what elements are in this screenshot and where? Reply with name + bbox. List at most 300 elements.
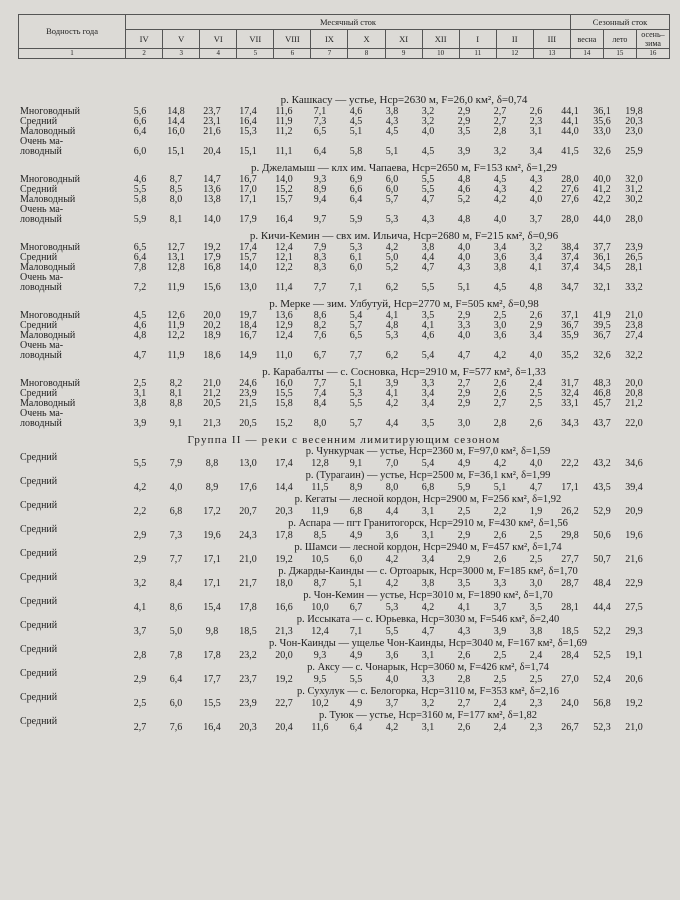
- cell-value: 19,2: [203, 242, 221, 253]
- cell-value: 8,3: [313, 252, 327, 263]
- cell-value: 4,9: [457, 458, 471, 469]
- cell-value: 20,6: [625, 674, 643, 685]
- cell-value: 11,6: [311, 722, 329, 733]
- cell-value: 6,0: [133, 146, 147, 157]
- row-label: Многоводный: [20, 175, 80, 185]
- cell-value: 8,9: [313, 184, 327, 195]
- cell-value: 3,8: [421, 242, 435, 253]
- season-header: осень– зима: [636, 30, 669, 49]
- cell-value: 8,9: [349, 482, 363, 493]
- cell-value: 4,2: [493, 458, 507, 469]
- cell-value: 43,2: [593, 458, 611, 469]
- cell-value: 9,8: [205, 626, 219, 637]
- cell-value: 17,8: [275, 530, 293, 541]
- cell-value: 17,6: [239, 482, 257, 493]
- cell-value: 10,5: [311, 554, 329, 565]
- cell-value: 2,9: [457, 388, 471, 399]
- cell-value: 5,4: [349, 310, 363, 321]
- cell-value: 11,9: [275, 116, 293, 127]
- cell-value: 4,6: [133, 174, 147, 185]
- table-row: [18, 341, 670, 361]
- cell-value: 9,4: [313, 194, 327, 205]
- cell-value: 2,9: [457, 554, 471, 565]
- cell-value: 17,1: [203, 554, 221, 565]
- cell-value: 2,5: [493, 310, 507, 321]
- cell-value: 2,9: [133, 554, 147, 565]
- cell-value: 2,8: [457, 674, 471, 685]
- cell-value: 34,5: [593, 262, 611, 273]
- table-row: [18, 616, 670, 640]
- cell-value: 18,5: [239, 626, 257, 637]
- cell-value: 4,8: [457, 174, 471, 185]
- row-label: Средний: [20, 692, 58, 703]
- cell-value: 17,9: [203, 252, 221, 263]
- cell-value: 4,1: [457, 602, 471, 613]
- cell-value: 36,1: [593, 106, 611, 117]
- row-label: Средний: [20, 524, 58, 535]
- cell-value: 3,1: [133, 388, 147, 399]
- cell-value: 23,2: [239, 650, 257, 661]
- cell-value: 3,0: [457, 418, 471, 429]
- cell-value: 4,1: [385, 310, 399, 321]
- river-title: р. Чункурчак — устье, Hср=2360 м, F=97,0 км², δ=1,59: [305, 446, 551, 457]
- month-header: VIII: [274, 30, 311, 49]
- cell-value: 31,2: [625, 184, 643, 195]
- cell-value: 4,4: [385, 506, 399, 517]
- cell-value: 2,4: [529, 378, 543, 389]
- col-number: 12: [496, 49, 533, 59]
- row-label: Маловодный: [20, 195, 76, 205]
- cell-value: 3,6: [493, 252, 507, 263]
- cell-value: 52,5: [593, 650, 611, 661]
- cell-value: 4,6: [421, 330, 435, 341]
- cell-value: 4,0: [421, 126, 435, 137]
- cell-value: 17,2: [203, 506, 221, 517]
- cell-value: 6,4: [349, 722, 363, 733]
- cell-value: 5,4: [421, 458, 435, 469]
- cell-value: 4,6: [349, 106, 363, 117]
- month-header: IV: [126, 30, 163, 49]
- river-title: р. Аксу — с. Чонарык, Hср=3060 м, F=426 км², δ=1,74: [307, 662, 549, 673]
- cell-value: 3,8: [493, 262, 507, 273]
- cell-value: 14,4: [167, 116, 185, 127]
- cell-value: 3,0: [529, 578, 543, 589]
- cell-value: 4,4: [385, 418, 399, 429]
- cell-value: 2,5: [529, 398, 543, 409]
- cell-value: 50,7: [593, 554, 611, 565]
- col-seasonal: Сезонный сток: [570, 15, 669, 30]
- cell-value: 17,1: [239, 194, 257, 205]
- cell-value: 3,5: [529, 602, 543, 613]
- cell-value: 4,8: [457, 214, 471, 225]
- cell-value: 5,6: [133, 106, 147, 117]
- row-label: Средний: [20, 644, 58, 655]
- cell-value: 27,0: [561, 674, 579, 685]
- cell-value: 52,2: [593, 626, 611, 637]
- cell-value: 4,7: [421, 626, 435, 637]
- cell-value: 20,3: [625, 116, 643, 127]
- cell-value: 3,4: [421, 554, 435, 565]
- cell-value: 4,3: [421, 214, 435, 225]
- cell-value: 5,2: [385, 262, 399, 273]
- cell-value: 45,7: [593, 398, 611, 409]
- table-row: [18, 399, 670, 409]
- cell-value: 15,4: [203, 602, 221, 613]
- cell-value: 20,5: [203, 398, 221, 409]
- row-label: Многоводный: [20, 379, 80, 389]
- cell-value: 6,2: [385, 282, 399, 293]
- cell-value: 4,0: [529, 194, 543, 205]
- cell-value: 5,1: [349, 578, 363, 589]
- month-header: X: [348, 30, 385, 49]
- cell-value: 3,7: [493, 602, 507, 613]
- cell-value: 5,5: [421, 184, 435, 195]
- cell-value: 11,5: [311, 482, 329, 493]
- cell-value: 31,7: [561, 378, 579, 389]
- cell-value: 19,6: [625, 530, 643, 541]
- cell-value: 17,4: [239, 242, 257, 253]
- cell-value: 3,9: [457, 146, 471, 157]
- col-number: 5: [237, 49, 274, 59]
- cell-value: 3,2: [133, 578, 147, 589]
- cell-value: 16,7: [239, 174, 257, 185]
- cell-value: 6,8: [169, 506, 183, 517]
- cell-value: 12,4: [275, 330, 293, 341]
- cell-value: 6,0: [169, 698, 183, 709]
- cell-value: 12,2: [275, 262, 293, 273]
- cell-value: 12,6: [167, 310, 185, 321]
- cell-value: 14,7: [203, 174, 221, 185]
- month-header: XII: [422, 30, 459, 49]
- river-title: р. Кашкасу — устье, Hср=2630 м, F=26,0 км², δ=0,74: [280, 94, 528, 106]
- col-number: 3: [163, 49, 200, 59]
- month-header: IX: [311, 30, 348, 49]
- river-title: р. Кичи-Кемин — свх им. Ильича, Hср=2680 м, F=215 км², δ=0,96: [249, 230, 559, 242]
- cell-value: 3,4: [421, 388, 435, 399]
- cell-value: 4,2: [421, 602, 435, 613]
- cell-value: 2,3: [529, 722, 543, 733]
- cell-value: 37,1: [561, 310, 579, 321]
- cell-value: 15,2: [275, 418, 293, 429]
- river-title: р. Джеламыш — клх им. Чапаева, Hср=2650 м, F=153 км², δ=1,29: [251, 162, 557, 174]
- river-title: р. Мерке — зим. Улбутуй, Hср=2770 м, F=505 км², δ=0,98: [269, 298, 539, 310]
- cell-value: 10,0: [311, 602, 329, 613]
- cell-value: 2,4: [493, 722, 507, 733]
- cell-value: 2,5: [133, 378, 147, 389]
- cell-value: 4,2: [493, 194, 507, 205]
- row-label: Маловодный: [20, 263, 76, 273]
- cell-value: 41,2: [593, 184, 611, 195]
- table-row: [18, 263, 670, 273]
- cell-value: 5,3: [385, 330, 399, 341]
- cell-value: 7,9: [169, 458, 183, 469]
- cell-value: 15,6: [203, 282, 221, 293]
- cell-value: 2,3: [529, 698, 543, 709]
- cell-value: 3,1: [421, 530, 435, 541]
- cell-value: 3,1: [421, 722, 435, 733]
- cell-value: 32,6: [593, 350, 611, 361]
- cell-value: 46,8: [593, 388, 611, 399]
- cell-value: 5,9: [349, 214, 363, 225]
- cell-value: 5,7: [349, 320, 363, 331]
- cell-value: 2,9: [457, 116, 471, 127]
- cell-value: 36,7: [561, 320, 579, 331]
- cell-value: 23,9: [625, 242, 643, 253]
- river-title: р. Чон-Кемин — устье, Hср=3010 м, F=1890 км², δ=1,70: [303, 590, 553, 601]
- table-row: [18, 712, 670, 736]
- row-label: Средний: [20, 716, 58, 727]
- cell-value: 14,0: [239, 262, 257, 273]
- cell-value: 56,8: [593, 698, 611, 709]
- cell-value: 3,5: [457, 126, 471, 137]
- cell-value: 6,4: [313, 146, 327, 157]
- table-row: [18, 273, 670, 293]
- row-label: Средний: [20, 476, 58, 487]
- cell-value: 2,3: [529, 116, 543, 127]
- cell-value: 5,0: [169, 626, 183, 637]
- cell-value: 5,1: [385, 146, 399, 157]
- cell-value: 10,2: [311, 698, 329, 709]
- cell-value: 4,0: [457, 242, 471, 253]
- cell-value: 12,2: [167, 330, 185, 341]
- cell-value: 34,3: [561, 418, 579, 429]
- cell-value: 15,5: [203, 698, 221, 709]
- cell-value: 7,7: [313, 282, 327, 293]
- cell-value: 6,7: [313, 350, 327, 361]
- table-row: [18, 195, 670, 205]
- cell-value: 7,9: [313, 242, 327, 253]
- cell-value: 2,6: [457, 650, 471, 661]
- cell-value: 6,0: [349, 262, 363, 273]
- cell-value: 32,0: [625, 174, 643, 185]
- cell-value: 25,9: [625, 146, 643, 157]
- cell-value: 8,6: [313, 310, 327, 321]
- cell-value: 8,5: [169, 184, 183, 195]
- cell-value: 4,0: [529, 458, 543, 469]
- river-title: р. Карабалты — с. Сосновка, Hср=2910 м, F=577 км², δ=1,33: [262, 366, 546, 378]
- cell-value: 6,5: [133, 242, 147, 253]
- cell-value: 5,4: [421, 350, 435, 361]
- cell-value: 4,7: [133, 350, 147, 361]
- cell-value: 14,0: [203, 214, 221, 225]
- cell-value: 15,3: [239, 126, 257, 137]
- cell-value: 9,3: [313, 650, 327, 661]
- cell-value: 4,0: [457, 252, 471, 263]
- cell-value: 26,7: [561, 722, 579, 733]
- cell-value: 4,1: [133, 602, 147, 613]
- month-header: XI: [385, 30, 422, 49]
- cell-value: 39,5: [593, 320, 611, 331]
- cell-value: 7,7: [169, 554, 183, 565]
- cell-value: 6,1: [349, 252, 363, 263]
- table-row: [18, 544, 670, 568]
- cell-value: 4,4: [421, 252, 435, 263]
- cell-value: 2,7: [493, 106, 507, 117]
- cell-value: 27,5: [625, 602, 643, 613]
- cell-value: 17,1: [561, 482, 579, 493]
- cell-value: 20,4: [203, 146, 221, 157]
- table-row: [18, 137, 670, 157]
- cell-value: 35,2: [561, 350, 579, 361]
- cell-value: 5,7: [385, 194, 399, 205]
- table-row: [18, 640, 670, 664]
- cell-value: 3,2: [529, 242, 543, 253]
- cell-value: 24,3: [239, 530, 257, 541]
- table-row: [18, 409, 670, 429]
- cell-value: 20,2: [203, 320, 221, 331]
- cell-value: 23,9: [239, 698, 257, 709]
- cell-value: 27,7: [561, 554, 579, 565]
- table-row: [18, 568, 670, 592]
- cell-value: 2,5: [133, 698, 147, 709]
- cell-value: 2,5: [529, 674, 543, 685]
- cell-value: 1,9: [529, 506, 543, 517]
- cell-value: 22,7: [275, 698, 293, 709]
- col-number: 8: [348, 49, 385, 59]
- cell-value: 5,5: [349, 398, 363, 409]
- cell-value: 18,6: [203, 350, 221, 361]
- cell-value: 4,5: [493, 174, 507, 185]
- cell-value: 5,1: [493, 482, 507, 493]
- cell-value: 2,7: [493, 398, 507, 409]
- cell-value: 20,7: [239, 506, 257, 517]
- cell-value: 21,6: [203, 126, 221, 137]
- cell-value: 4,6: [457, 184, 471, 195]
- cell-value: 5,9: [133, 214, 147, 225]
- cell-value: 8,2: [169, 378, 183, 389]
- col-water-year: Водность года: [19, 15, 126, 49]
- cell-value: 2,9: [457, 398, 471, 409]
- row-label: Очень ма- ловодный: [20, 409, 64, 429]
- cell-value: 3,9: [385, 378, 399, 389]
- cell-value: 3,5: [457, 578, 471, 589]
- cell-value: 28,0: [561, 214, 579, 225]
- cell-value: 4,0: [529, 350, 543, 361]
- cell-value: 3,1: [421, 650, 435, 661]
- cell-value: 24,6: [239, 378, 257, 389]
- cell-value: 3,1: [529, 126, 543, 137]
- cell-value: 20,0: [275, 650, 293, 661]
- cell-value: 19,2: [275, 554, 293, 565]
- cell-value: 11,9: [167, 320, 185, 331]
- cell-value: 2,9: [457, 530, 471, 541]
- cell-value: 7,3: [169, 530, 183, 541]
- cell-value: 3,3: [421, 378, 435, 389]
- cell-value: 8,8: [169, 398, 183, 409]
- cell-value: 44,1: [561, 106, 579, 117]
- cell-value: 17,4: [275, 458, 293, 469]
- cell-value: 5,5: [133, 458, 147, 469]
- cell-value: 14,8: [167, 106, 185, 117]
- cell-value: 4,2: [493, 350, 507, 361]
- cell-value: 7,6: [313, 330, 327, 341]
- cell-value: 8,0: [385, 482, 399, 493]
- cell-value: 17,0: [239, 184, 257, 195]
- cell-value: 2,9: [133, 674, 147, 685]
- cell-value: 5,5: [421, 282, 435, 293]
- season-header: лето: [603, 30, 636, 49]
- cell-value: 6,4: [133, 252, 147, 263]
- cell-value: 9,1: [349, 458, 363, 469]
- cell-value: 28,0: [561, 174, 579, 185]
- table-row: [18, 688, 670, 712]
- cell-value: 14,9: [239, 350, 257, 361]
- cell-value: 24,0: [561, 698, 579, 709]
- cell-value: 27,4: [625, 330, 643, 341]
- cell-value: 11,9: [311, 506, 329, 517]
- month-header: V: [163, 30, 200, 49]
- cell-value: 2,9: [133, 530, 147, 541]
- row-label: Маловодный: [20, 127, 76, 137]
- cell-value: 4,0: [169, 482, 183, 493]
- month-header: I: [459, 30, 496, 49]
- cell-value: 52,3: [593, 722, 611, 733]
- row-label: Очень ма- ловодный: [20, 341, 64, 361]
- cell-value: 19,6: [203, 530, 221, 541]
- cell-value: 35,9: [561, 330, 579, 341]
- cell-value: 4,3: [457, 626, 471, 637]
- cell-value: 33,1: [561, 398, 579, 409]
- table-header: [18, 14, 670, 59]
- cell-value: 39,4: [625, 482, 643, 493]
- cell-value: 23,9: [239, 388, 257, 399]
- cell-value: 3,4: [493, 242, 507, 253]
- cell-value: 22,0: [625, 418, 643, 429]
- cell-value: 5,5: [133, 184, 147, 195]
- cell-value: 32,4: [561, 388, 579, 399]
- cell-value: 7,2: [133, 282, 147, 293]
- cell-value: 16,0: [167, 126, 185, 137]
- cell-value: 5,3: [349, 242, 363, 253]
- table-row: [18, 331, 670, 341]
- cell-value: 3,2: [493, 146, 507, 157]
- cell-value: 2,6: [493, 388, 507, 399]
- cell-value: 15,8: [275, 398, 293, 409]
- table-row: [18, 127, 670, 137]
- cell-value: 9,3: [313, 174, 327, 185]
- cell-value: 16,4: [203, 722, 221, 733]
- cell-value: 15,2: [275, 184, 293, 195]
- cell-value: 9,7: [313, 214, 327, 225]
- cell-value: 4,2: [385, 578, 399, 589]
- river-title: р. Чон-Каинды — ущелье Чон-Каинды, Hср=3040 м, F=167 км², δ=1,69: [269, 638, 587, 649]
- cell-value: 3,8: [133, 398, 147, 409]
- cell-value: 5,5: [385, 626, 399, 637]
- table-row: [18, 592, 670, 616]
- cell-value: 9,1: [169, 418, 183, 429]
- cell-value: 2,8: [133, 650, 147, 661]
- cell-value: 33,2: [625, 282, 643, 293]
- cell-value: 6,0: [349, 554, 363, 565]
- cell-value: 21,7: [239, 578, 257, 589]
- cell-value: 4,0: [457, 330, 471, 341]
- cell-value: 15,1: [239, 146, 257, 157]
- cell-value: 4,1: [529, 262, 543, 273]
- cell-value: 22,2: [561, 458, 579, 469]
- cell-value: 3,9: [493, 626, 507, 637]
- cell-value: 4,3: [385, 116, 399, 127]
- cell-value: 4,2: [529, 184, 543, 195]
- cell-value: 28,1: [561, 602, 579, 613]
- cell-value: 21,5: [239, 398, 257, 409]
- col-number: 7: [311, 49, 348, 59]
- cell-value: 20,4: [275, 722, 293, 733]
- cell-value: 27,6: [561, 194, 579, 205]
- row-label: Средний: [20, 185, 58, 195]
- cell-value: 19,8: [625, 106, 643, 117]
- cell-value: 3,7: [385, 698, 399, 709]
- cell-value: 6,4: [133, 126, 147, 137]
